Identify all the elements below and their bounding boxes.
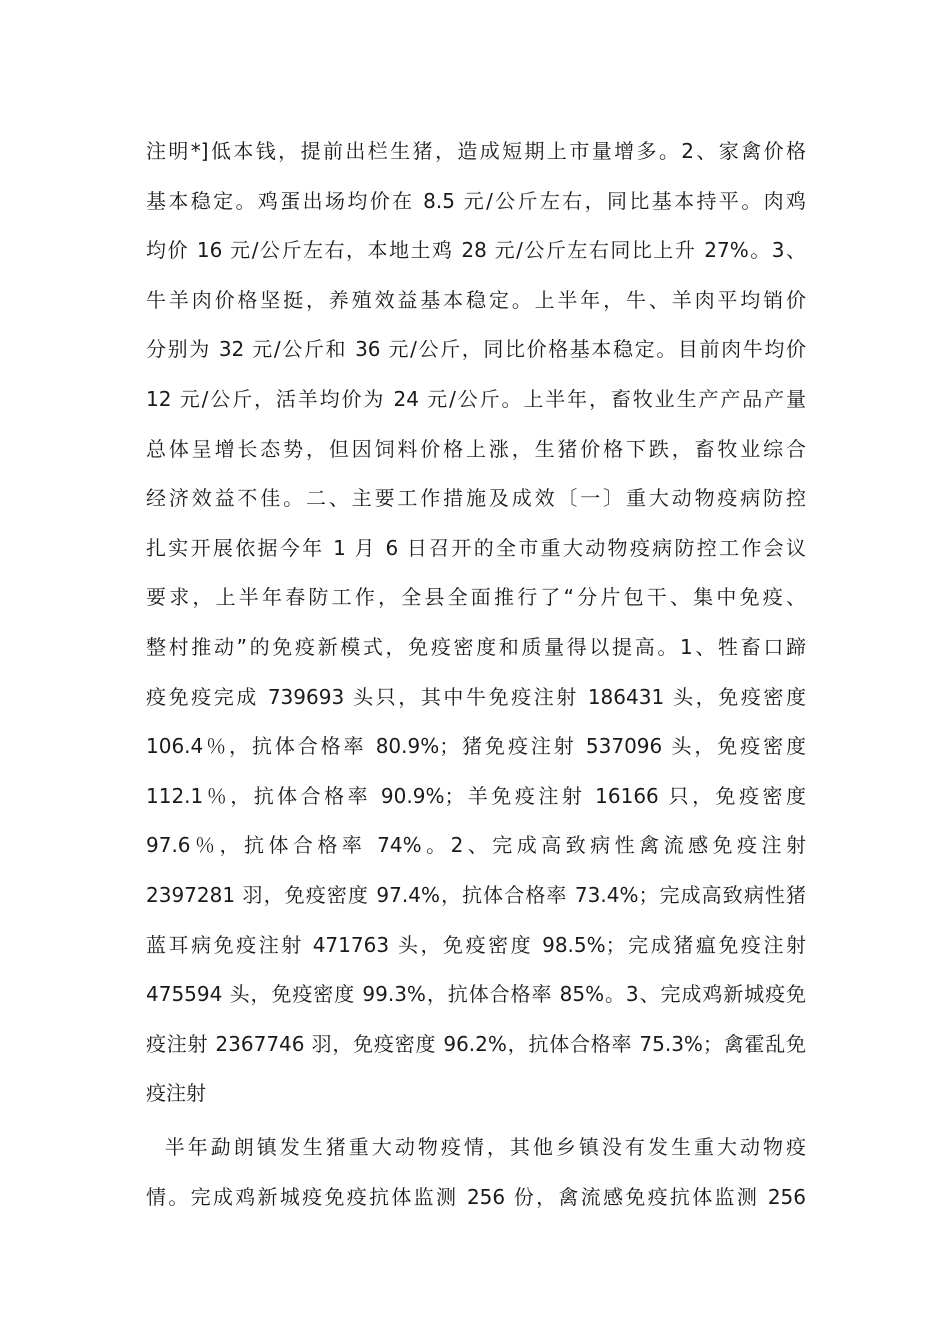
text-line: 注明*]低本钱，提前出栏生猪，造成短期上市量增多。2、家禽价格 bbox=[146, 139, 806, 163]
text-line: 半年勐朗镇发生猪重大动物疫情，其他乡镇没有发生重大动物疫 bbox=[146, 1135, 806, 1159]
text-line: 475594 头，免疫密度 99.3%，抗体合格率 85%。3、完成鸡新城疫免 bbox=[146, 982, 806, 1007]
text-line: 总体呈增长态势，但因饲料价格上涨，生猪价格下跌，畜牧业综合 bbox=[146, 436, 806, 461]
paragraph bbox=[146, 1123, 806, 1222]
text-line: 疫免疫完成 739693 头只，其中牛免疫注射 186431 头，免疫密度 bbox=[146, 684, 806, 709]
text-line: 112.1％，抗体合格率 90.9%；羊免疫注射 16166 只，免疫密度 bbox=[146, 783, 806, 808]
text-line: 牛羊肉价格坚挺，养殖效益基本稳定。上半年，牛、羊肉平均销价 bbox=[146, 287, 806, 312]
text-line: 12 元/公斤，活羊均价为 24 元/公斤。上半年，畜牧业生产产品产量 bbox=[146, 386, 806, 411]
text-line: 97.6％，抗体合格率 74%。2、完成高致病性禽流感免疫注射 bbox=[146, 833, 806, 858]
text-line: 疫注射 bbox=[146, 1081, 206, 1106]
text-line: 疫注射 2367746 羽，免疫密度 96.2%，抗体合格率 75.3%；禽霍乱免 bbox=[146, 1031, 806, 1056]
text-line: 整村推动”的免疫新模式，免疫密度和质量得以提高。1、牲畜口蹄 bbox=[146, 634, 806, 659]
text-line: 2397281 羽，免疫密度 97.4%，抗体合格率 73.4%；完成高致病性猪 bbox=[146, 882, 806, 907]
text-line: 要求，上半年春防工作，全县全面推行了“分片包干、集中免疫、 bbox=[146, 585, 806, 610]
paragraph bbox=[146, 127, 806, 1119]
text-line: 基本稳定。鸡蛋出场均价在 8.5 元/公斤左右，同比基本持平。肉鸡 bbox=[146, 188, 806, 213]
text-line: 分别为 32 元/公斤和 36 元/公斤，同比价格基本稳定。目前肉牛均价 bbox=[146, 337, 806, 362]
text-line: 经济效益不佳。二、主要工作措施及成效〔一〕重大动物疫病防控 bbox=[146, 486, 806, 511]
text-line: 均价 16 元/公斤左右，本地土鸡 28 元/公斤左右同比上升 27%。3、 bbox=[146, 238, 806, 263]
text-line: 蓝耳病免疫注射 471763 头，免疫密度 98.5%；完成猪瘟免疫注射 bbox=[146, 932, 806, 957]
text-line: 扎实开展依据今年 1 月 6 日召开的全市重大动物疫病防控工作会议 bbox=[146, 535, 806, 560]
text-line: 情。完成鸡新城疫免疫抗体监测 256 份，禽流感免疫抗体监测 256 bbox=[146, 1184, 806, 1209]
text-line: 106.4％，抗体合格率 80.9%；猪免疫注射 537096 头，免疫密度 bbox=[146, 734, 806, 759]
